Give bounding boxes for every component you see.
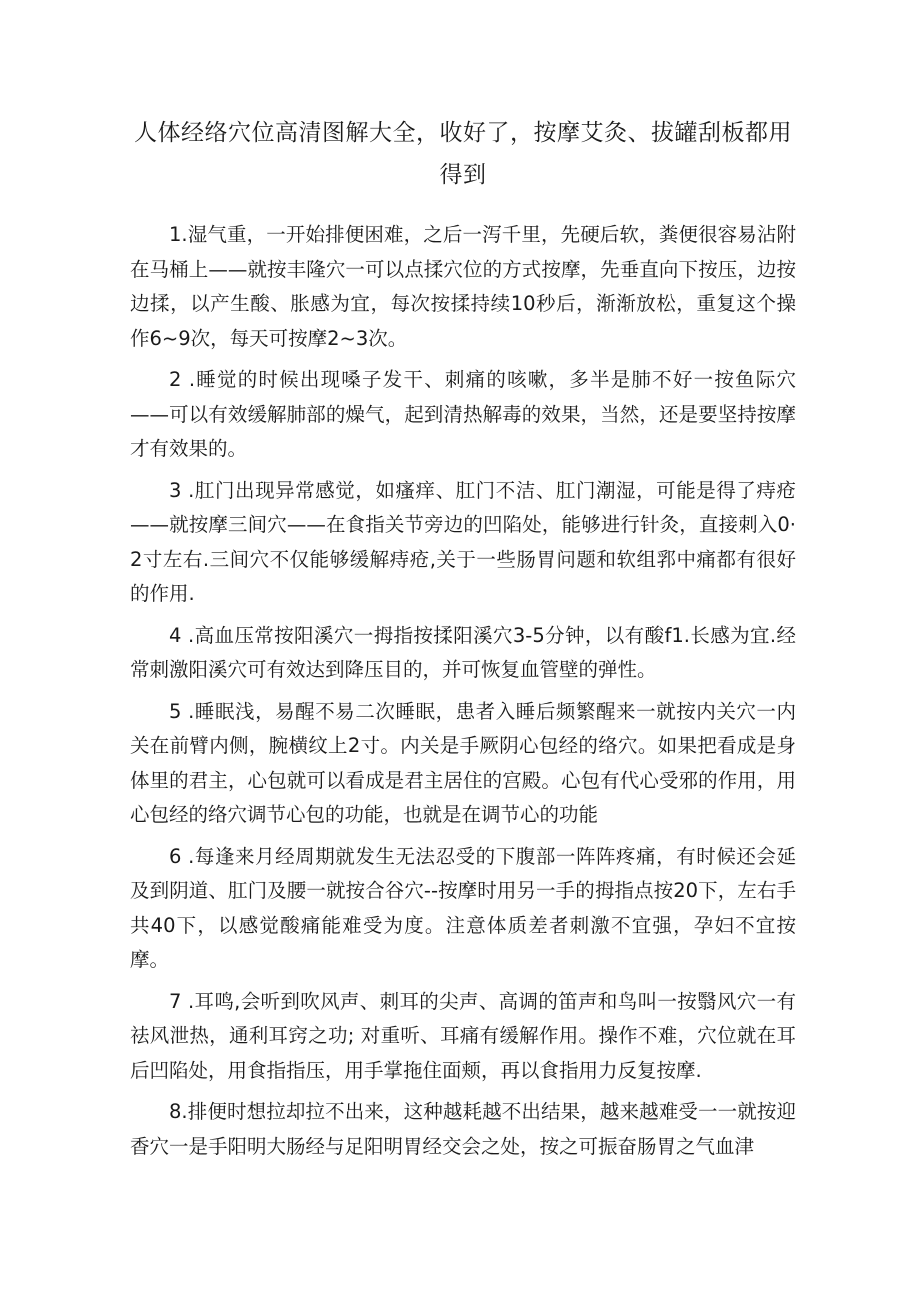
paragraph-1: 1.湿气重，一开始排便困难，之后一泻千里，先硬后软，粪便很容易沾附在马桶上——就按丰隆穴一可以点揉穴位的方式按摩，先垂直向下按压，边按边揉，以产生酸、胀感为宜，每次按揉持续10秒后，渐渐放松，重复这个操作6~9次，每天可按摩2~3次。 xyxy=(130,223,796,350)
document-title: 人体经络穴位高清图解大全，收好了，按摩艾灸、拔罐刮板都用得到 xyxy=(134,120,792,188)
paragraph-2: 2 .睡觉的时候出现嗓子发干、刺痛的咳嗽，多半是肺不好一按鱼际穴——可以有效缓解肺部的燥气，起到清热解毒的效果，当然，还是要坚持按摩才有效果的。 xyxy=(130,368,796,460)
paragraph-6: 6 .每逢来月经周期就发生无法忍受的下腹部一阵阵疼痛，有时候还会延及到阴道、肛门及腰一就按合谷穴--按摩时用另一手的拇指点按20下，左右手共40下，以感觉酸痛能难受为度。注意体质差者刺激不宜强，孕妇不宜按摩。 xyxy=(130,844,796,971)
paragraph-5: 5 .睡眠浅，易醒不易二次睡眠，患者入睡后频繁醒来一就按内关穴一内关在前臂内侧，腕横纹上2寸。内关是手厥阴心包经的络穴。如果把看成是身体里的君主，心包就可以看成是君主居住的宫殿。心包有代心受邪的作用，用心包经的络穴调节心包的功能，也就是在调节心的功能 xyxy=(130,699,796,826)
paragraph-7: 7 .耳鸣,会听到吹风声、刺耳的尖声、高调的笛声和鸟叫一按翳风穴一有祛风泄热，通利耳窍之功; 对重听、耳痛有缓解作用。操作不难，穴位就在耳后凹陷处，用食指指压，用手掌拖住面颊，再以食指用力反复按摩. xyxy=(130,989,796,1082)
paragraph-4: 4 .高血压常按阳溪穴一拇指按揉阳溪穴3-5分钟，以有酸f1.长感为宜.经常刺激阳溪穴可有效达到降压目的，并可恢复血管壁的弹性。 xyxy=(130,623,796,681)
paragraph-8: 8.排便时想拉却拉不出来，这种越耗越不出结果，越来越难受一一就按迎香穴一是手阳明大肠经与足阳明胃经交会之处，按之可振奋肠胃之气血津 xyxy=(130,1100,796,1158)
paragraph-3: 3 .肛门出现异常感觉，如瘙痒、肛门不洁、肛门潮湿，可能是得了痔疮——就按摩三间穴——在食指关节旁边的凹陷处，能够进行针灸，直接刺入0·2寸左右.三间穴不仅能够缓解痔疮,关于一些肠胃问题和软组郛中痛都有很好的作用. xyxy=(130,478,796,605)
